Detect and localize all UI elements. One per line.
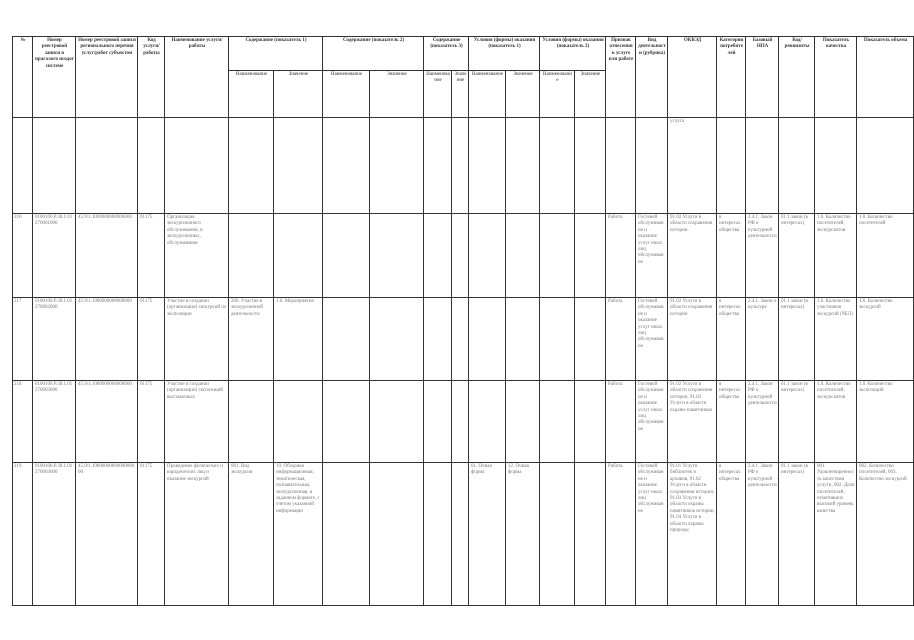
row-u1-value [506,381,540,463]
row-sign: Работа [606,298,636,381]
row-subj: 45.9/1.1000000000000000 [76,381,138,463]
row-c2-value [370,214,424,298]
row-c1-value: 10. Обзорная информационная, тематическая, познавательная, экскурсионная, в заданном формате, с учетом указанной информации [274,463,323,606]
continued-row [13,118,914,214]
row-c1-name [229,214,274,298]
row-npa: 2.4.1. Закон РФ о культурной деятельности [746,381,779,463]
row-activity: Гостевой обслуживание и оказание услуг иных лиц обслуживание [636,381,668,463]
row-subj: 45.9/1.1000000000000000 [76,298,138,381]
row-c1-value [274,214,323,298]
row-volume: 1.0. Количество экспозиций [857,381,914,463]
header-okved: ОКВЭД [668,37,717,118]
table-row [13,298,914,381]
row-u2-value [575,298,606,381]
row-npa: 2.4.1. Закон РФ о культурной деятельности [746,463,779,606]
row-activity: Гостевой обслуживание и оказание услуг иных лиц обслуживание [636,298,668,381]
row-okved: 91.02 Услуги в области сохранения истории [668,298,717,381]
row-no: 218 [13,381,33,463]
row-name: Организация экскурсионного обслуживания, и экскурсионных, обслуживания [165,214,229,298]
row-u2-name [540,298,575,381]
header-service-code: Код услуги/работы [138,37,165,118]
header-service-name: Наименование услуги/работы [165,37,229,118]
row-c3-value [452,381,469,463]
row-reg: 0100100.P.38.1.01270001000 [33,214,76,298]
row-code: 01175 [138,214,165,298]
row-volume: 1.0. Количество экскурсий [857,298,914,381]
row-c2-name [323,214,370,298]
row-quality: 1.0. Количество посетителей, экскурсантов [815,214,857,298]
row-c1-name: 200. Участие в экскурсионной деятельности [229,298,274,381]
row-okved: 91.02 Услуги в области сохранения истории [668,214,717,298]
row-c3-name [424,214,452,298]
row-sign: Работа [606,214,636,298]
row-no: 217 [13,298,33,381]
header-c2-value: Значение [370,71,424,118]
row-activity: Гостевой обслуживание и оказание услуг иных лиц обслуживание [636,214,668,298]
row-c1-value [274,381,323,463]
row-name: Проведение физических и юридических лиц и оказание экскурсий [165,463,229,606]
header-u1-value: Значение [506,71,540,118]
header-basis: Базовый НПА [746,37,779,118]
row-quality: 1.0. Количество участников экскурсий (ЧЕЛ) [815,298,857,381]
row-u2-value [575,381,606,463]
row-activity: Гостевой обслуживание и оказание услуг иных лиц обслуживание [636,463,668,606]
row-kind: 01.1 закон (в интересах) [779,214,815,298]
header-no: № [13,37,33,118]
row-volume: 002. Количество посетителей, 003. Количество экскурсий [857,463,914,606]
row-consumers: в интересах общества [717,381,746,463]
row-volume: 1.0. Количество посетителей [857,214,914,298]
row-quality: 001. Удовлетворенность качеством услуги, 002. Доля посетителей, отметивших высокий уровень качества [815,463,857,606]
header-kind: Код/реквизиты [779,37,815,118]
row-npa: 2.4.1. Закон о культуре [746,298,779,381]
table-row [13,381,914,463]
row-c3-value [452,298,469,381]
header-c1-value: Значение [274,71,323,118]
row-consumers: в интересах общества [717,214,746,298]
row-kind: 01.1 закон (в интересах) [779,463,815,606]
header-u1-name: Наименование [469,71,506,118]
header-consumers: Категории потребителей [717,37,746,118]
row-u1-value [506,298,540,381]
header-activity: Вид деятельности (рубрика) [636,37,668,118]
header-content-3: Содержание (показатель 3) [424,37,469,71]
row-c2-value [370,463,424,606]
row-subj: 45.9/1.1000000000000000000 [76,463,138,606]
header-c3-value: Значение [452,71,469,118]
header-volume: Показатель объема [857,37,914,118]
row-u1-name [469,214,506,298]
row-c3-name [424,381,452,463]
header-row-1 [13,37,914,71]
header-c1-name: Наименование [229,71,274,118]
row-reg: 0100100.P.38.1.01270003000 [33,381,76,463]
row-code: 01175 [138,381,165,463]
header-u2-name: Наименование [540,71,575,118]
row-u1-value [506,214,540,298]
table-row [13,463,914,606]
header-u2-value: Значение [575,71,606,118]
row-c2-value [370,298,424,381]
row-u2-name [540,463,575,606]
header-quality: Показатель качества [815,37,857,118]
header-c3-name: Наименование [424,71,452,118]
header-content-1: Содержание (показатель 1) [229,37,323,71]
row-subj: 45.9/1.1000000000000000 [76,214,138,298]
row-c3-name [424,463,452,606]
row-okved: 91.02 Услуги в области сохранения истории, 91.03 Услуги в области охраны памятников [668,381,717,463]
row-c3-name [424,298,452,381]
row-c3-value [452,463,469,606]
row-consumers: в интересах общества [717,463,746,606]
row-c2-value [370,381,424,463]
table-row [13,214,914,298]
row-u1-name [469,381,506,463]
header-conditions-1: Условия (формы) оказания (показатель 1) [469,37,540,71]
row-okved: 91.01 Услуги библиотек и архивов, 91.02 Услуги в области сохранения истории, 91.03 Услуги в области охраны памятников истории, 91.04 Услуги в области охраны природы [668,463,717,606]
row-sign: Работа [606,381,636,463]
row-c1-value: 1.0. Мероприятия [274,298,323,381]
row-u2-value [575,463,606,606]
row-c1-name [229,381,274,463]
row-kind: 01.1 закон (в интересах) [779,381,815,463]
row-u1-name: 01. Очная форма [469,463,506,606]
row-reg: 0100100.P.38.1.01270004000 [33,463,76,606]
row-c2-name [323,463,370,606]
header-c2-name: Наименование [323,71,370,118]
row-u1-value: 12. Очная форма [506,463,540,606]
row-no: 219 [13,463,33,606]
header-reg-number-subject: Номер реестровой записи регионального перечня услуг/работ субъектом [76,37,138,118]
row-quality: 1.0. Количество посетителей, экскурсантов [815,381,857,463]
row-sign: Работа [606,463,636,606]
header-conditions-2: Условия (формы) оказания (показатель 2) [540,37,606,71]
row-no: 216 [13,214,33,298]
document-table-sheet [12,36,908,606]
continued-fragment: услуга [668,118,717,214]
row-c1-name: 001. Вид экскурсии [229,463,274,606]
row-reg: 0100100.P.38.1.01270002000 [33,298,76,381]
row-name: Участие в создании (организации) экспозиций выставочных [165,381,229,463]
row-u1-name [469,298,506,381]
row-c2-name [323,381,370,463]
row-c3-value [452,214,469,298]
row-u2-name [540,214,575,298]
row-c2-name [323,298,370,381]
row-u2-value [575,214,606,298]
header-reg-number-system: Номер реестровой записи в прагалого нсодог системе [33,37,76,118]
row-npa: 2.4.1. Закон РФ о культурной деятельности [746,214,779,298]
row-code: 01175 [138,463,165,606]
row-code: 01175 [138,298,165,381]
row-name: Участие в создании (организации) экскурсий по экспозиции [165,298,229,381]
header-sign: Признак отнесения к услуге или работе [606,37,636,118]
row-consumers: в интересах общества [717,298,746,381]
row-kind: 01.1 закон (в интересах) [779,298,815,381]
row-u2-name [540,381,575,463]
register-table [12,36,914,606]
header-content-2: Содержание (показатель 2) [323,37,424,71]
